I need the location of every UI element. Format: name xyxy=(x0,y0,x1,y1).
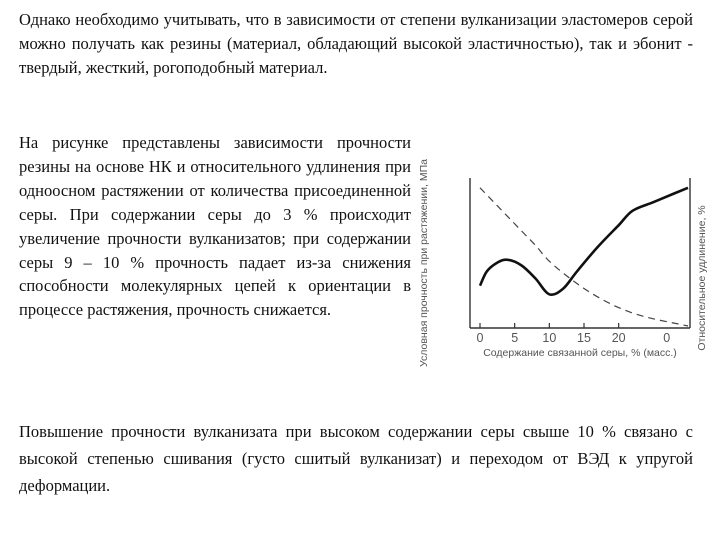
x-tick-label: 0 xyxy=(476,331,484,345)
y-axis-label-right: Относительное удлинение, % xyxy=(696,205,708,351)
strength-series-line xyxy=(480,188,688,295)
x-tick-label: 20 xyxy=(611,331,626,345)
x-tick-label: 5 xyxy=(511,331,519,345)
chart-canvas xyxy=(415,130,715,370)
x-axis-label: Содержание связанной серы, % (масс.) xyxy=(483,347,677,359)
right-axis-tick-label: 0 xyxy=(663,331,671,345)
y-axis-label-left: Условная прочность при растяжении, МПа xyxy=(418,159,430,367)
x-tick-label: 15 xyxy=(577,331,591,345)
series-group xyxy=(480,188,688,326)
figure-description-paragraph: На рисунке представлены зависимости прочности резины на основе НК и относительного удлинения при одноосном растяжении от количества присоединенной серы. При содержании серы до 3 % происходит увеличение прочности вулканизатов; при содержании серы 9 – 10 % прочность падает из-за снижения способности молекулярных цепей к ориентации в процессе растяжения, прочность снижается. xyxy=(19,133,411,320)
sulfur-content-chart xyxy=(415,130,715,370)
elongation-series-line xyxy=(480,188,688,326)
conclusion-paragraph: Повышение прочности вулканизата при высоком содержании серы свыше 10 % связано с высокой степенью сшивания (густо сшитый вулканизат) и переходом от ВЭД к упругой деформации. xyxy=(19,422,693,495)
x-axis-ticks xyxy=(477,323,671,345)
intro-paragraph: Однако необходимо учитывать, что в зависимости от степени вулканизации эластомеров серой можно получать как резины (материал, обладающий высокой эластичностью), так и эбонит - твердый, жесткий, рогоподобный материал. xyxy=(19,10,693,77)
x-tick-label: 10 xyxy=(542,331,557,345)
